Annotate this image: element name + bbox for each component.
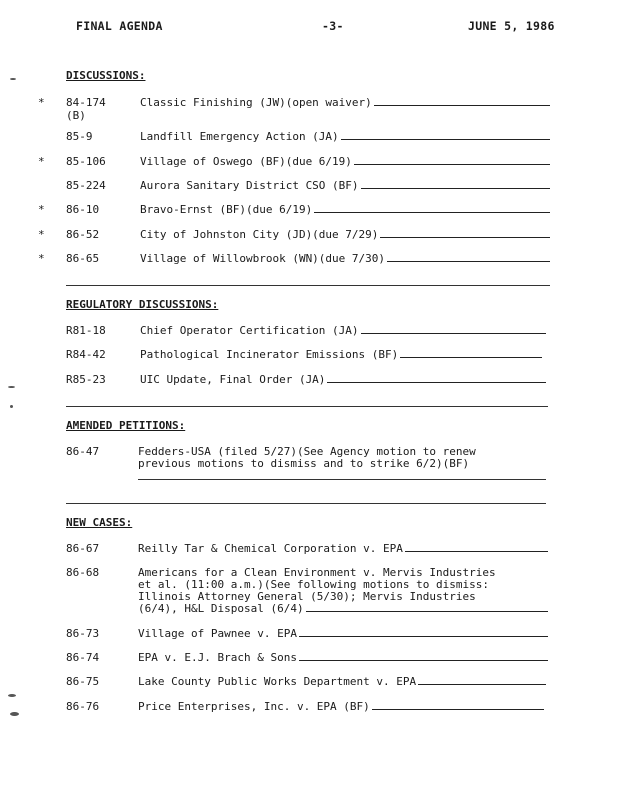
- item-description: Reilly Tar & Chemical Corporation v. EPA: [138, 542, 403, 555]
- scan-speck: [8, 386, 15, 388]
- fill-line: [374, 96, 550, 106]
- case-number: 86-75: [66, 675, 100, 688]
- case-number: 86-65: [66, 252, 100, 265]
- fill-line: [306, 602, 548, 612]
- agenda-item: [138, 602, 548, 615]
- scan-speck: [8, 694, 16, 697]
- agenda-item: [140, 348, 542, 361]
- case-number: 84-174: [66, 96, 106, 109]
- fill-line: [299, 627, 548, 637]
- case-number: 86-68: [66, 566, 100, 579]
- fill-line: [400, 348, 542, 358]
- fill-line: [327, 373, 546, 383]
- agenda-item: [140, 373, 546, 386]
- priority-star: *: [38, 155, 45, 168]
- divider-line: [66, 285, 550, 286]
- divider-line: [66, 503, 546, 504]
- item-description: Village of Pawnee v. EPA: [138, 627, 297, 640]
- item-description: Village of Willowbrook (WN)(due 7/30): [140, 252, 386, 265]
- header-date: JUNE 5, 1986: [468, 19, 555, 33]
- item-description: Village of Oswego (BF)(due 6/19): [140, 155, 352, 168]
- agenda-item: [140, 179, 550, 192]
- section-title-new-cases: NEW CASES:: [66, 516, 133, 529]
- priority-star: *: [38, 228, 45, 241]
- agenda-item: [140, 203, 550, 216]
- header-title: FINAL AGENDA: [76, 19, 163, 33]
- scan-speck: [10, 712, 19, 716]
- agenda-item: [138, 675, 546, 688]
- item-description: Bravo-Ernst (BF)(due 6/19): [140, 203, 313, 216]
- fill-line: [299, 651, 548, 661]
- item-description: Price Enterprises, Inc. v. EPA (BF): [138, 700, 370, 713]
- agenda-item: [140, 155, 550, 168]
- case-number: 86-73: [66, 627, 100, 640]
- section-title-amended: AMENDED PETITIONS:: [66, 419, 186, 432]
- fill-line: [387, 252, 550, 262]
- case-number: 86-76: [66, 700, 100, 713]
- item-description-line: et al. (11:00 a.m.)(See following motions to dismiss:: [138, 578, 489, 591]
- agenda-item: [140, 130, 550, 143]
- agenda-item: [140, 324, 546, 337]
- case-number: 85-106: [66, 155, 106, 168]
- item-description-line: previous motions to dismiss and to strike 6/2)(BF): [138, 457, 470, 470]
- fill-line: [341, 130, 550, 140]
- page-number: -3-: [322, 19, 344, 33]
- fill-line: [405, 542, 548, 552]
- item-description: Classic Finishing (JW)(open waiver): [140, 96, 372, 109]
- agenda-item: [138, 627, 548, 640]
- case-number: 86-52: [66, 228, 100, 241]
- scan-speck: [10, 78, 16, 80]
- fill-line: [138, 479, 546, 480]
- fill-line: [372, 700, 544, 710]
- agenda-item: [140, 96, 550, 109]
- fill-line: [354, 155, 550, 165]
- case-number: R84-42: [66, 348, 106, 361]
- case-number: 86-67: [66, 542, 100, 555]
- scan-speck: [10, 405, 13, 408]
- item-description: Landfill Emergency Action (JA): [140, 130, 339, 143]
- item-description: EPA v. E.J. Brach & Sons: [138, 651, 297, 664]
- item-description: Pathological Incinerator Emissions (BF): [140, 348, 399, 361]
- item-description-line: (6/4), H&L Disposal (6/4): [138, 602, 304, 615]
- agenda-item: [138, 700, 544, 713]
- section-title-discussions: DISCUSSIONS:: [66, 69, 146, 82]
- case-number: 86-74: [66, 651, 100, 664]
- agenda-item: [138, 542, 548, 555]
- item-description: City of Johnston City (JD)(due 7/29): [140, 228, 379, 241]
- item-description-line: Fedders-USA (filed 5/27)(See Agency motion to renew: [138, 445, 476, 458]
- item-description: Lake County Public Works Department v. EPA: [138, 675, 417, 688]
- case-number: 85-224: [66, 179, 106, 192]
- case-subnumber: (B): [66, 109, 86, 122]
- item-description-line: Americans for a Clean Environment v. Mervis Industries: [138, 566, 496, 579]
- fill-line: [361, 324, 546, 334]
- agenda-item: [140, 252, 550, 265]
- divider-line: [66, 406, 548, 407]
- priority-star: *: [38, 203, 45, 216]
- case-number: R81-18: [66, 324, 106, 337]
- priority-star: *: [38, 252, 45, 265]
- section-title-regulatory: REGULATORY DISCUSSIONS:: [66, 298, 219, 311]
- agenda-item: [140, 228, 550, 241]
- item-description: Aurora Sanitary District CSO (BF): [140, 179, 359, 192]
- case-number: R85-23: [66, 373, 106, 386]
- fill-line: [418, 675, 546, 685]
- case-number: 85-9: [66, 130, 93, 143]
- case-number: 86-10: [66, 203, 100, 216]
- item-description: Chief Operator Certification (JA): [140, 324, 359, 337]
- case-number: 86-47: [66, 445, 100, 458]
- item-description-line: Illinois Attorney General (5/30); Mervis Industries: [138, 590, 476, 603]
- priority-star: *: [38, 96, 45, 109]
- fill-line: [380, 228, 550, 238]
- agenda-item: [138, 651, 548, 664]
- fill-line: [314, 203, 550, 213]
- fill-line: [361, 179, 550, 189]
- item-description: UIC Update, Final Order (JA): [140, 373, 326, 386]
